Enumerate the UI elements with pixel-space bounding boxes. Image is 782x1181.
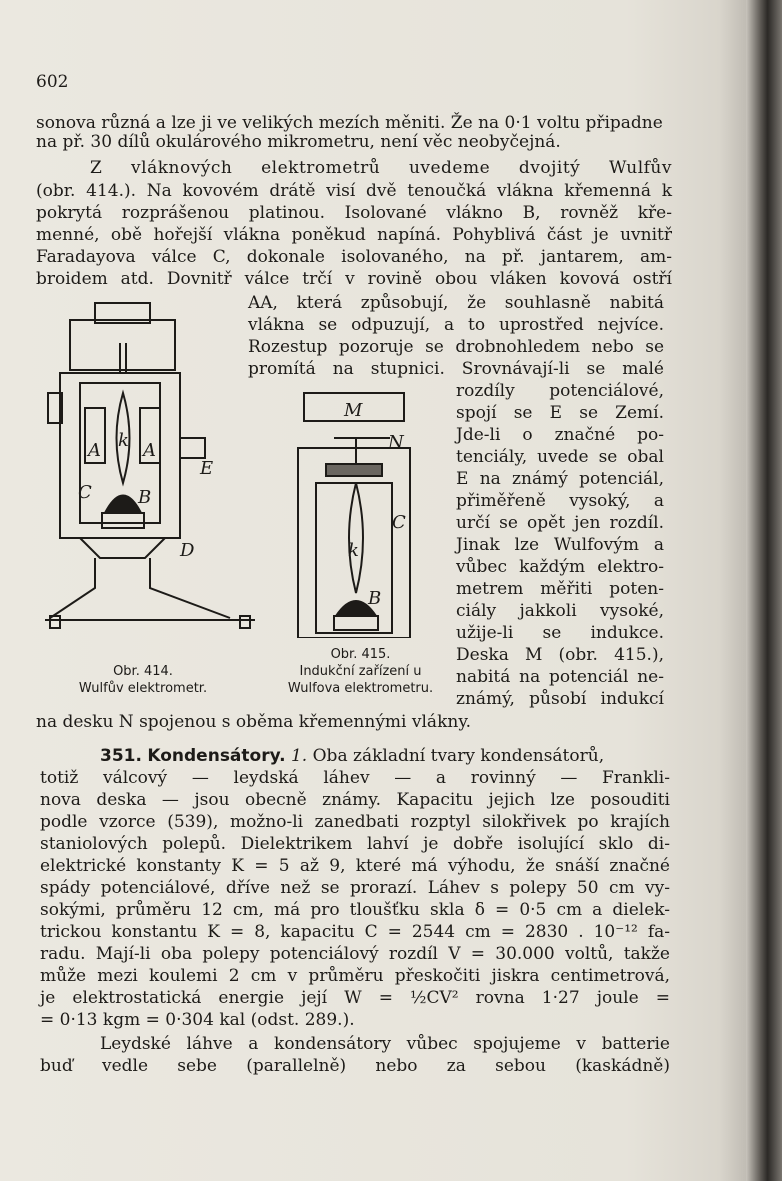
text-line: sokými, průměru 12 cm, má pro tloušťku skla δ = 0·5 cm a dielek-: [40, 900, 670, 920]
caption-title: Wulfova elektrometru.: [287, 681, 434, 696]
text-line: určí se opět jen rozdíl.: [456, 513, 664, 533]
text-line: přiměřeně vysoký, a: [456, 491, 664, 511]
fig414-label: A: [88, 440, 101, 461]
caption-number: Obr. 415.: [330, 647, 391, 662]
fig414-tripod: [50, 558, 230, 618]
section-title: Kondensátory.: [147, 746, 286, 766]
fig414-label: E: [200, 458, 214, 479]
section-subnumber: 1.: [290, 746, 308, 766]
text-line: nova deska — jsou obecně známy. Kapacitu jejich lze posouditi: [40, 790, 670, 810]
text-line: na př. 30 dílů okulárového mikrometru, není věc neobyčejná.: [36, 132, 561, 152]
section-heading: [100, 746, 604, 766]
text-line: radu. Mají-li oba polepy potenciálový rozdíl V = 30.000 voltů, takže: [40, 944, 670, 964]
figure-415-caption: [268, 646, 453, 697]
section-first-line: Oba základní tvary kondensátorů,: [312, 746, 605, 766]
fig414-label: B: [138, 487, 152, 508]
text-line: je elektrostatická energie její W = ½CV² rovna 1·27 joule =: [40, 988, 670, 1008]
text-line: Jinak lze Wulfovým a: [456, 535, 664, 555]
text-line: promítá na stupnici. Srovnávají-li se malé: [248, 359, 664, 379]
text-line: ciály jakkoli vysoké,: [456, 601, 664, 621]
text-line: rozdíly potenciálové,: [456, 381, 664, 401]
fig415-label: k: [348, 540, 359, 561]
text-line: vlákna se odpuzují, a to uprostřed nejvíce.: [248, 315, 664, 335]
text-line: spády potenciálové, dříve než se prorazí. Láhev s polepy 50 cm vy-: [40, 878, 670, 898]
text-line: užije-li se indukce.: [456, 623, 664, 643]
fig414-label: k: [118, 430, 129, 451]
fig414-neck: [80, 538, 165, 558]
text-line: na desku N spojenou s oběma křemennými vlákny.: [36, 712, 472, 732]
text-line: sonova různá a lze ji ve velikých mezích měniti. Že na 0·1 voltu připadne: [36, 113, 663, 133]
text-line: Faradayova válce C, dokonale isolovaného, na př. jantarem, am-: [36, 247, 672, 267]
text-line: totiž válcový — leydská láhev — a rovinný — Frankli-: [40, 768, 670, 788]
caption-title: Wulfův elektrometr.: [78, 681, 208, 696]
text-line: Jde-li o značné po-: [456, 425, 664, 445]
caption-number: Obr. 414.: [113, 664, 173, 679]
text-line: = 0·13 kgm = 0·304 kal (odst. 289.).: [40, 1010, 355, 1030]
text-line: Z vláknových elektrometrů uvedeme dvojitý Wulfův: [90, 158, 672, 178]
fig414-label: A: [143, 440, 156, 461]
text-line: pokrytá rozprášenou platinou. Isolované vlákno B, rovněž kře-: [36, 203, 672, 223]
figure-414-caption: [48, 663, 238, 697]
text-line: Leydské láhve a kondensátory vůbec spojujeme v batterie: [100, 1034, 670, 1054]
fig415-base-block: [334, 616, 378, 630]
fig414-terminal-e: [180, 438, 205, 458]
figure-414-wulf-electrometer: [40, 298, 270, 648]
caption-title: Indukční zařízení u: [299, 664, 422, 679]
text-line: nabitá na potenciál ne-: [456, 667, 664, 687]
text-line: tenciály, uvede se obal: [456, 447, 664, 467]
text-line: E na známý potenciál,: [456, 469, 664, 489]
fig415-label: B: [368, 588, 382, 609]
fig414-base-block: [102, 513, 144, 528]
text-line: vůbec každým elektro-: [456, 557, 664, 577]
text-line: trickou konstantu K = 8, kapacitu C = 2544 cm = 2830 . 10⁻¹² fa-: [40, 922, 670, 942]
text-line: (obr. 414.). Na kovovém drátě visí dvě tenoučká vlákna křemenná k: [36, 181, 672, 201]
fig414-head: [70, 320, 175, 370]
text-line: známý, působí indukcí: [456, 689, 664, 709]
fig414-foot: [240, 616, 250, 628]
fig415-label: N: [388, 432, 404, 453]
book-spine: [746, 0, 782, 1181]
fig414-amber-dome: [105, 496, 141, 514]
fig415-label: M: [344, 400, 363, 421]
text-line: spojí se E se Zemí.: [456, 403, 664, 423]
fig414-label: C: [78, 482, 92, 503]
text-line: metrem měřiti poten-: [456, 579, 664, 599]
text-line: může mezi koulemi 2 cm v průměru přeskočiti jiskra centimetrová,: [40, 966, 670, 986]
text-line: Rozestup pozoruje se drobnohledem nebo se: [248, 337, 664, 357]
text-line: broidem atd. Dovnitř válce trčí v rovině obou vláken kovová ostří: [36, 269, 672, 289]
text-line: elektrické konstanty K = 5 až 9, které má výhodu, že snáší značné: [40, 856, 670, 876]
fig415-label: C: [392, 512, 406, 533]
text-line: buď vedle sebe (parallelně) nebo za sebou (kaskádně): [40, 1056, 670, 1076]
text-line: Deska M (obr. 415.),: [456, 645, 664, 665]
fig415-holder: [326, 464, 382, 476]
page-number: 602: [36, 72, 69, 92]
text-line: podle vzorce (539), možno-li zanedbati rozptyl silokřivek po krajích: [40, 812, 670, 832]
text-line: staniolových polepů. Dielektrikem lahví je dobře isolující sklo di-: [40, 834, 670, 854]
text-line: AA, která způsobují, že souhlasně nabitá: [248, 293, 664, 313]
fig414-label: D: [180, 540, 195, 561]
fig415-fibres: [349, 483, 363, 593]
section-number: 351.: [100, 746, 142, 766]
text-line: menné, obě hořejší vlákna poněkud napíná. Pohyblivá část je uvnitř: [36, 225, 672, 245]
figure-415-induction-device: [296, 388, 416, 638]
